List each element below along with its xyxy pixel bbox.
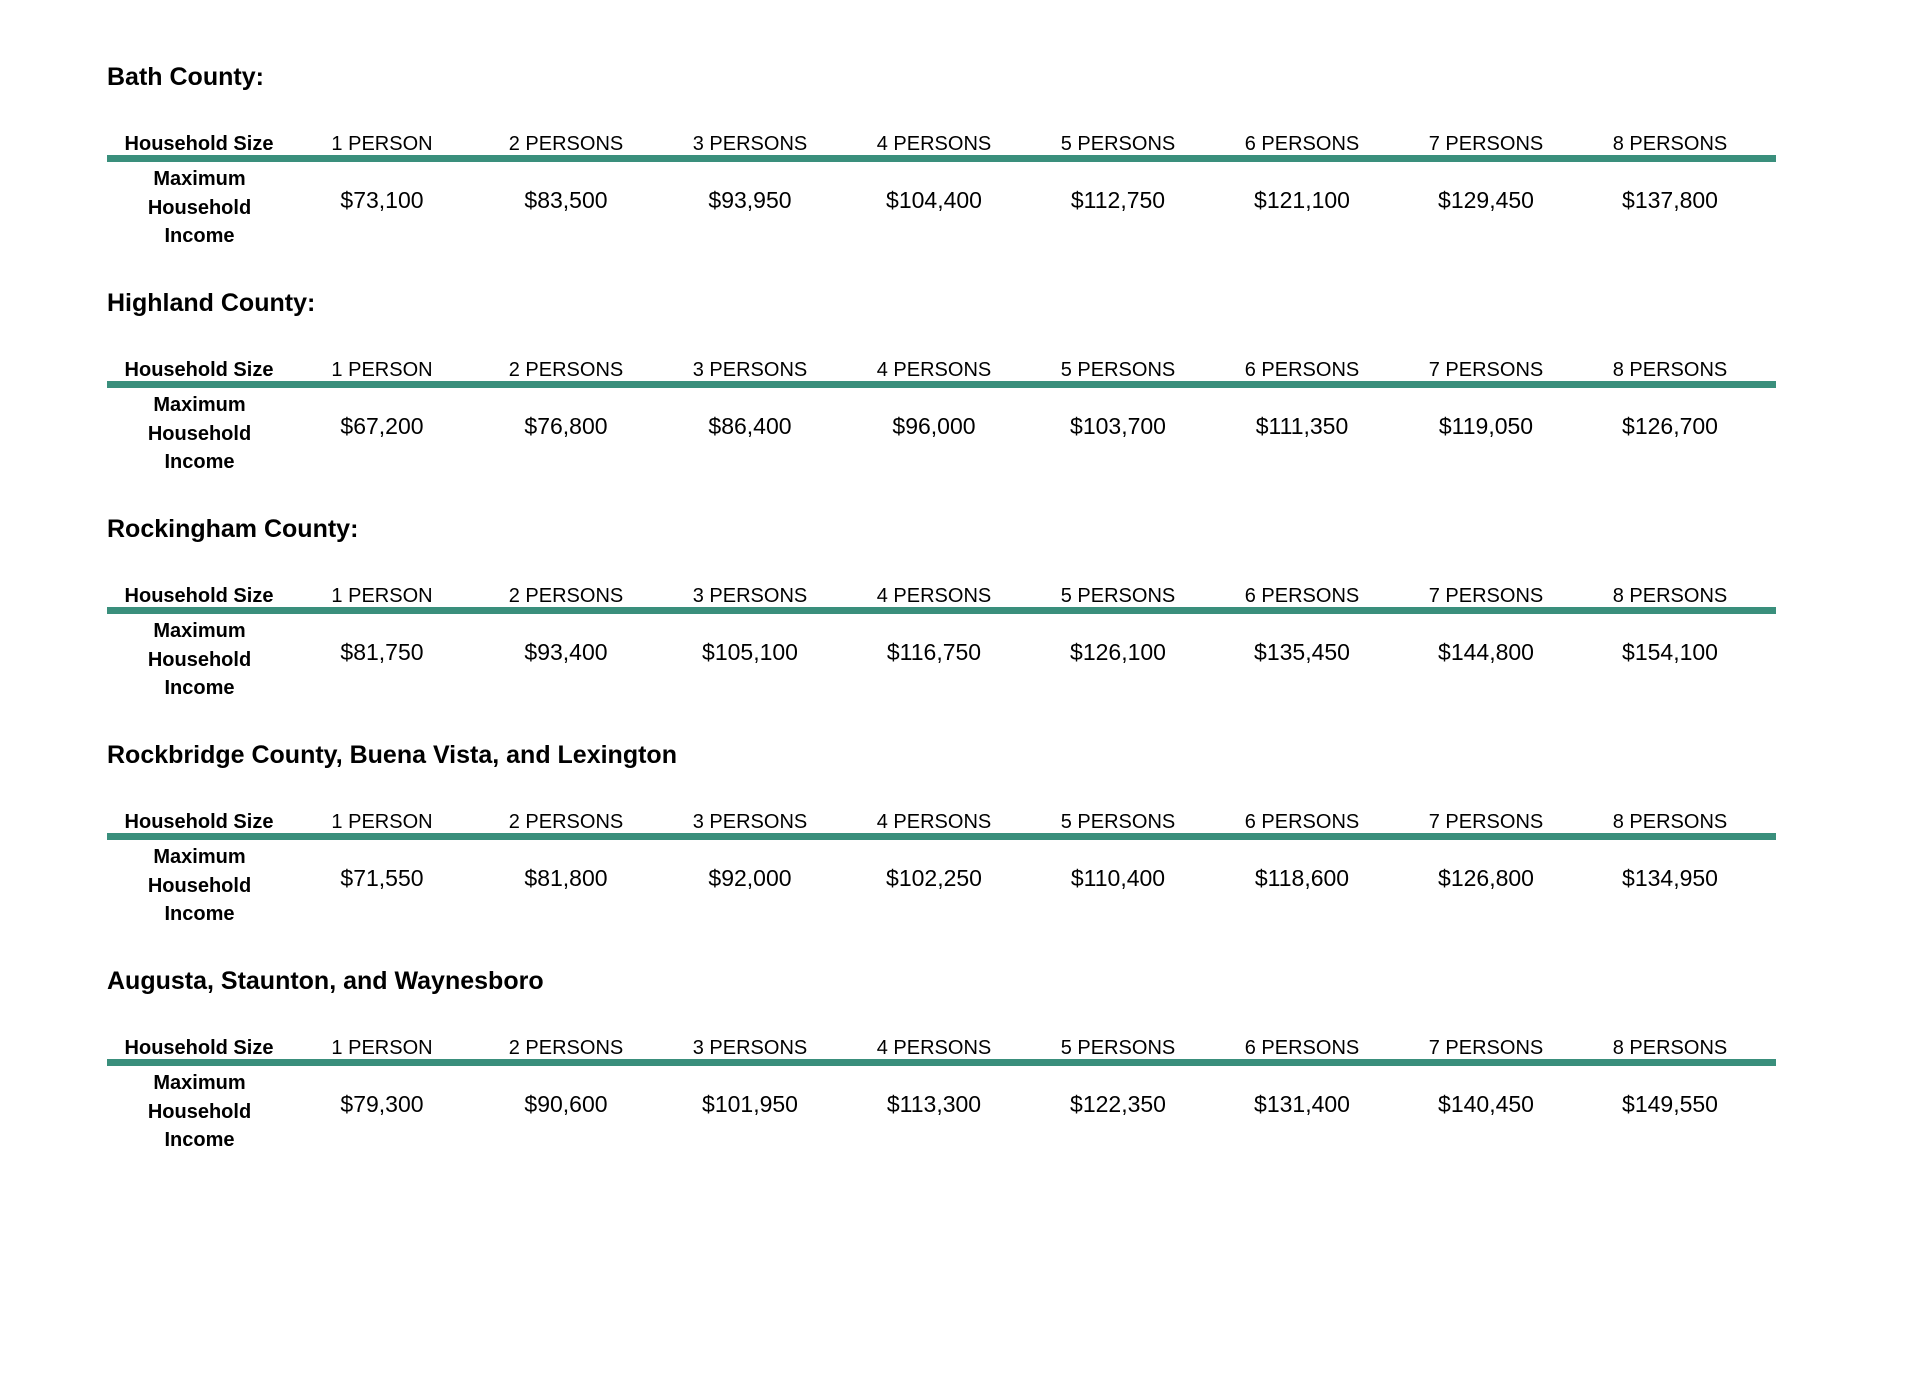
row-label-maximum-household-income [107, 1069, 292, 1155]
column-header-1-persons: 1 PERSON [331, 1037, 433, 1059]
income-cell-4-persons: $102,250 [886, 865, 982, 891]
income-cell-7-persons: $129,450 [1438, 187, 1534, 213]
county-income-table-2 [107, 288, 1776, 514]
row-label-line: Income [164, 451, 235, 473]
income-cell-5-persons: $112,750 [1070, 187, 1166, 213]
income-cell-5-persons: $103,700 [1070, 413, 1166, 439]
column-header-5-persons: 5 PERSONS [1060, 133, 1176, 155]
column-header-2-persons: 2 PERSONS [508, 133, 624, 155]
column-header-5-persons: 5 PERSONS [1060, 811, 1176, 833]
row-label-line: Household [147, 874, 252, 897]
county-income-table-3 [107, 514, 1776, 740]
column-header-8-persons: 8 PERSONS [1612, 1037, 1728, 1059]
column-header-6-persons: 6 PERSONS [1244, 133, 1360, 155]
row-label-line: Household [147, 1100, 252, 1123]
income-cell-7-persons: $144,800 [1438, 639, 1534, 665]
income-cell-6-persons: $131,400 [1254, 1091, 1350, 1117]
column-header-3-persons: 3 PERSONS [692, 585, 808, 607]
column-header-6-persons: 6 PERSONS [1244, 359, 1360, 381]
household-size-header: Household Size [124, 359, 274, 381]
income-cell-8-persons: $134,950 [1622, 865, 1718, 891]
header-divider [107, 381, 1776, 388]
section-title: Augusta, Staunton, and Waynesboro [107, 967, 544, 995]
income-cell-1-persons: $73,100 [340, 187, 424, 213]
income-cell-8-persons: $126,700 [1622, 413, 1718, 439]
column-header-5-persons: 5 PERSONS [1060, 359, 1176, 381]
row-label-maximum-household-income [107, 617, 292, 703]
income-cell-3-persons: $101,950 [702, 1091, 798, 1117]
row-label-line: Maximum [153, 1072, 246, 1094]
row-label-line: Household [147, 648, 252, 671]
column-header-5-persons: 5 PERSONS [1060, 585, 1176, 607]
column-header-7-persons: 7 PERSONS [1428, 1037, 1544, 1059]
county-income-table-4 [107, 740, 1776, 966]
income-cell-5-persons: $122,350 [1070, 1091, 1166, 1117]
header-divider [107, 1059, 1776, 1066]
column-header-3-persons: 3 PERSONS [692, 359, 808, 381]
column-header-8-persons: 8 PERSONS [1612, 359, 1728, 381]
income-cell-2-persons: $81,800 [524, 865, 608, 891]
column-header-7-persons: 7 PERSONS [1428, 133, 1544, 155]
income-cell-8-persons: $149,550 [1622, 1091, 1718, 1117]
row-label-line: Maximum [153, 394, 246, 416]
income-cell-5-persons: $110,400 [1070, 865, 1166, 891]
row-label-line: Income [164, 225, 235, 247]
row-label-line: Household [147, 196, 252, 219]
income-cell-2-persons: $83,500 [524, 187, 608, 213]
column-header-8-persons: 8 PERSONS [1612, 585, 1728, 607]
household-size-header: Household Size [124, 585, 274, 607]
row-label-maximum-household-income [107, 391, 292, 477]
section-title: Rockingham County: [107, 515, 359, 543]
section-title: Bath County: [107, 63, 264, 91]
column-header-1-persons: 1 PERSON [331, 133, 433, 155]
income-cell-7-persons: $126,800 [1438, 865, 1534, 891]
income-cell-3-persons: $93,950 [708, 187, 792, 213]
income-cell-1-persons: $81,750 [340, 639, 424, 665]
column-header-2-persons: 2 PERSONS [508, 1037, 624, 1059]
column-header-4-persons: 4 PERSONS [876, 811, 992, 833]
column-header-2-persons: 2 PERSONS [508, 585, 624, 607]
income-cell-6-persons: $121,100 [1254, 187, 1350, 213]
row-label-line: Household [147, 422, 252, 445]
column-header-4-persons: 4 PERSONS [876, 359, 992, 381]
income-cell-2-persons: $90,600 [524, 1091, 608, 1117]
income-cell-7-persons: $119,050 [1438, 413, 1534, 439]
row-label-line: Maximum [153, 620, 246, 642]
income-cell-1-persons: $71,550 [340, 865, 424, 891]
section-title: Highland County: [107, 289, 316, 317]
column-header-1-persons: 1 PERSON [331, 585, 433, 607]
household-size-header: Household Size [124, 1037, 274, 1059]
county-income-table-1 [107, 62, 1776, 288]
section-title: Rockbridge County, Buena Vista, and Lexington [107, 741, 677, 769]
column-header-3-persons: 3 PERSONS [692, 1037, 808, 1059]
column-header-4-persons: 4 PERSONS [876, 133, 992, 155]
county-income-table-5 [107, 966, 1776, 1192]
income-cell-2-persons: $76,800 [524, 413, 608, 439]
column-header-3-persons: 3 PERSONS [692, 133, 808, 155]
income-cell-4-persons: $96,000 [892, 413, 976, 439]
row-label-line: Income [164, 1129, 235, 1151]
income-cell-1-persons: $67,200 [340, 413, 424, 439]
income-cell-6-persons: $135,450 [1254, 639, 1350, 665]
column-header-6-persons: 6 PERSONS [1244, 1037, 1360, 1059]
income-cell-3-persons: $86,400 [708, 413, 792, 439]
column-header-1-persons: 1 PERSON [331, 811, 433, 833]
header-divider [107, 833, 1776, 840]
column-header-3-persons: 3 PERSONS [692, 811, 808, 833]
income-cell-3-persons: $105,100 [702, 639, 798, 665]
column-header-6-persons: 6 PERSONS [1244, 811, 1360, 833]
row-label-maximum-household-income [107, 165, 292, 251]
column-header-7-persons: 7 PERSONS [1428, 811, 1544, 833]
column-header-8-persons: 8 PERSONS [1612, 811, 1728, 833]
column-header-6-persons: 6 PERSONS [1244, 585, 1360, 607]
income-cell-5-persons: $126,100 [1070, 639, 1166, 665]
household-size-header: Household Size [124, 811, 274, 833]
column-header-5-persons: 5 PERSONS [1060, 1037, 1176, 1059]
income-cell-3-persons: $92,000 [708, 865, 792, 891]
income-cell-4-persons: $113,300 [886, 1091, 982, 1117]
column-header-8-persons: 8 PERSONS [1612, 133, 1728, 155]
row-label-line: Income [164, 903, 235, 925]
income-cell-4-persons: $116,750 [886, 639, 982, 665]
row-label-line: Maximum [153, 846, 246, 868]
row-label-line: Income [164, 677, 235, 699]
column-header-2-persons: 2 PERSONS [508, 811, 624, 833]
header-divider [107, 607, 1776, 614]
income-cell-7-persons: $140,450 [1438, 1091, 1534, 1117]
household-size-header: Household Size [124, 133, 274, 155]
column-header-7-persons: 7 PERSONS [1428, 359, 1544, 381]
column-header-7-persons: 7 PERSONS [1428, 585, 1544, 607]
column-header-4-persons: 4 PERSONS [876, 585, 992, 607]
income-cell-4-persons: $104,400 [886, 187, 982, 213]
income-cell-2-persons: $93,400 [524, 639, 608, 665]
income-cell-6-persons: $118,600 [1254, 865, 1350, 891]
row-label-maximum-household-income [107, 843, 292, 929]
column-header-4-persons: 4 PERSONS [876, 1037, 992, 1059]
income-cell-1-persons: $79,300 [340, 1091, 424, 1117]
column-header-1-persons: 1 PERSON [331, 359, 433, 381]
header-divider [107, 155, 1776, 162]
row-label-line: Maximum [153, 168, 246, 190]
income-cell-8-persons: $154,100 [1622, 639, 1718, 665]
income-cell-6-persons: $111,350 [1255, 413, 1349, 439]
income-cell-8-persons: $137,800 [1622, 187, 1718, 213]
column-header-2-persons: 2 PERSONS [508, 359, 624, 381]
